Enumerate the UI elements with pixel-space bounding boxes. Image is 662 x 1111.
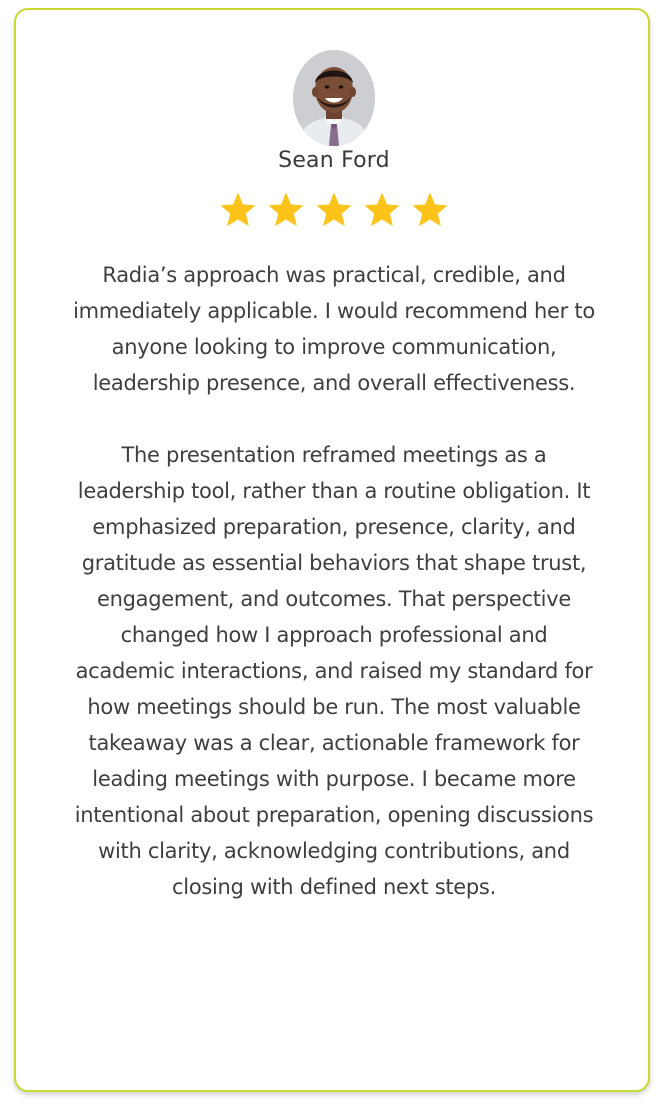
review-paragraph-1: Radia’s approach was practical, credible, and immediately applicable. I would recommend her to anyone looking to improve communication, leadership presence, and overall effectiveness. xyxy=(73,263,595,395)
star-icon xyxy=(218,190,258,230)
reviewer-name: Sean Ford xyxy=(278,148,390,173)
avatar-photo xyxy=(293,50,375,146)
review-paragraph-2: The presentation reframed meetings as a leadership tool, rather than a routine obligation. It emphasized preparation, presence, clarity, and gratitude as essential behaviors that shape trust, engagement, and outcomes. That perspective changed how I approach professional and academic interactions, and raised my standard for how meetings should be run. The most valuable takeaway was a clear, actionable framework for leading meetings with purpose. I became more intentional about preparation, opening discussions with clarity, acknowledging contributions, and closing with defined next steps. xyxy=(74,443,594,899)
avatar xyxy=(293,50,375,146)
review-text xyxy=(68,257,600,905)
star-icon xyxy=(266,190,306,230)
star-icon xyxy=(314,190,354,230)
star-icon xyxy=(362,190,402,230)
testimonial-card xyxy=(14,8,650,1092)
star-rating xyxy=(16,190,652,230)
star-icon xyxy=(410,190,450,230)
